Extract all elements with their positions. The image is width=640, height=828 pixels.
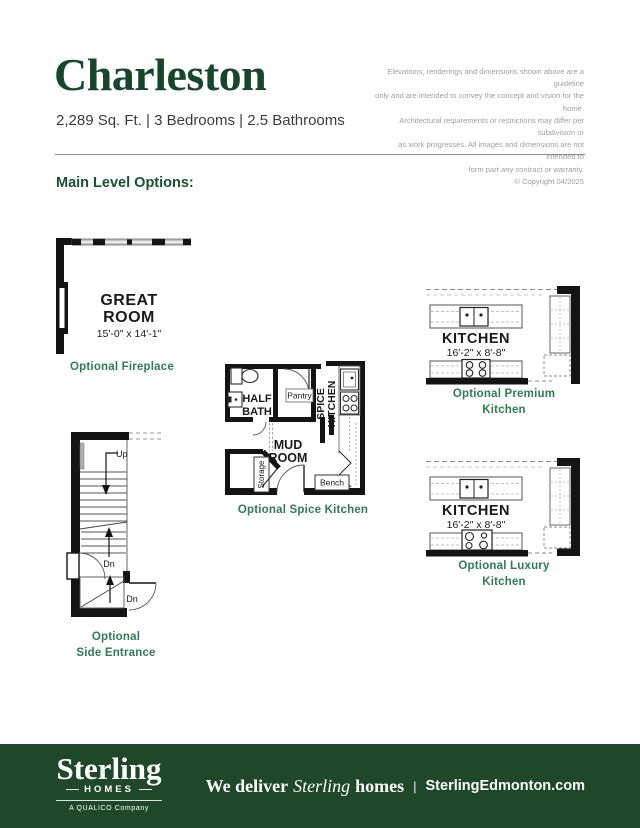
great-room-label-line1: GREAT xyxy=(100,292,158,309)
footer-slogan xyxy=(206,744,585,828)
half-bath-label-line1: HALF xyxy=(242,393,272,405)
option-label-side-entrance-line1: Optional xyxy=(91,631,141,643)
disclaimer-line: Architectural requirements or restrictions may differ per subdivision or xyxy=(399,115,584,138)
option-label-luxury-line2: Kitchen xyxy=(482,576,526,588)
disclaimer-line: as work progresses. All images and dimensions are not intended to xyxy=(398,140,584,162)
home-specs: 2,289 Sq. Ft. | 3 Bedrooms | 2.5 Bathrooms xyxy=(56,112,345,129)
footer-website: SterlingEdmonton.com xyxy=(425,778,585,794)
disclaimer-text xyxy=(374,66,584,188)
stairs-dn-mid-label: Dn xyxy=(103,559,115,569)
luxury-kitchen-room-label: KITCHEN xyxy=(442,503,510,519)
spice-kitchen-floorplan xyxy=(223,361,367,499)
option-label-premium-line2: Kitchen xyxy=(482,404,526,416)
premium-kitchen-floorplan xyxy=(424,286,584,386)
side-entrance-walls xyxy=(71,432,164,617)
side-entrance-floorplan xyxy=(66,430,170,628)
stairs-dn-bottom-label: Dn xyxy=(126,594,138,604)
entry-door xyxy=(277,465,304,492)
mud-room-label-line2: ROOM xyxy=(268,451,308,465)
slogan-prefix: We deliver xyxy=(205,775,289,796)
spice-kitchen-appliances xyxy=(339,366,360,487)
logo-left-bar xyxy=(66,789,79,790)
bench-label: Bench xyxy=(319,477,345,488)
logo-divider xyxy=(56,800,162,801)
fireplace xyxy=(56,282,68,334)
stair-direction-arrows xyxy=(102,453,118,603)
half-bath-label-line2: BATH xyxy=(242,406,272,418)
luxury-kitchen-dimensions: 16'-2" x 8'-8" xyxy=(446,519,506,531)
storage-label: Storage xyxy=(257,460,266,489)
logo-homes-text: HOMES xyxy=(84,784,134,795)
staircase xyxy=(80,440,127,608)
luxury-kitchen-floorplan xyxy=(424,458,584,558)
premium-kitchen-room-label: KITCHEN xyxy=(442,331,510,347)
header-divider xyxy=(55,154,585,155)
disclaimer-line: form part any contract or warranty. xyxy=(468,164,584,174)
sterling-homes-logo xyxy=(50,751,168,812)
pantry-label: Pantry xyxy=(287,390,312,401)
option-label-side-entrance-line2: Side Entrance xyxy=(76,647,156,659)
great-room-label-line2: ROOM xyxy=(103,309,155,326)
slogan-brand: Sterling xyxy=(293,775,351,796)
option-label-premium-kitchen xyxy=(424,386,584,418)
option-label-luxury-kitchen xyxy=(424,558,584,590)
option-label-premium-line1: Optional Premium xyxy=(452,388,556,400)
great-room-floorplan xyxy=(56,238,191,356)
premium-kitchen-dimensions: 16'-2" x 8'-8" xyxy=(446,347,506,359)
option-label-luxury-line1: Optional Luxury xyxy=(458,560,550,572)
option-label-fireplace: Optional Fireplace xyxy=(70,361,174,373)
great-room-dimensions: 15'-0" x 14'-1" xyxy=(96,328,162,340)
spice-kitchen-label-line2: KITCHEN xyxy=(326,380,338,428)
slogan-separator: | xyxy=(413,778,417,794)
spice-kitchen-label-line1: SPICE xyxy=(315,388,327,420)
copyright-line: © Copyright 04/2025 xyxy=(514,176,584,186)
pantry-label-group xyxy=(286,389,313,402)
disclaimer-line: Elevations, renderings and dimensions shown above are a guideline xyxy=(387,67,584,89)
logo-company-text: A QUALICO Company xyxy=(69,805,149,812)
footer xyxy=(0,744,640,828)
mudroom-opening xyxy=(270,423,273,451)
logo-right-bar xyxy=(139,789,152,790)
option-label-spice-kitchen: Optional Spice Kitchen xyxy=(237,504,369,516)
section-heading: Main Level Options: xyxy=(56,175,194,191)
option-label-side-entrance xyxy=(56,629,176,661)
stairs-up-label: Up xyxy=(116,449,128,459)
mud-room-label-line1: MUD xyxy=(273,438,303,452)
slogan-suffix: homes xyxy=(355,775,405,796)
page-title: Charleston xyxy=(54,49,267,100)
disclaimer-line: only and are intended to convey the concept and vision for the home. xyxy=(375,91,584,113)
logo-brand-text: Sterling xyxy=(56,751,162,786)
